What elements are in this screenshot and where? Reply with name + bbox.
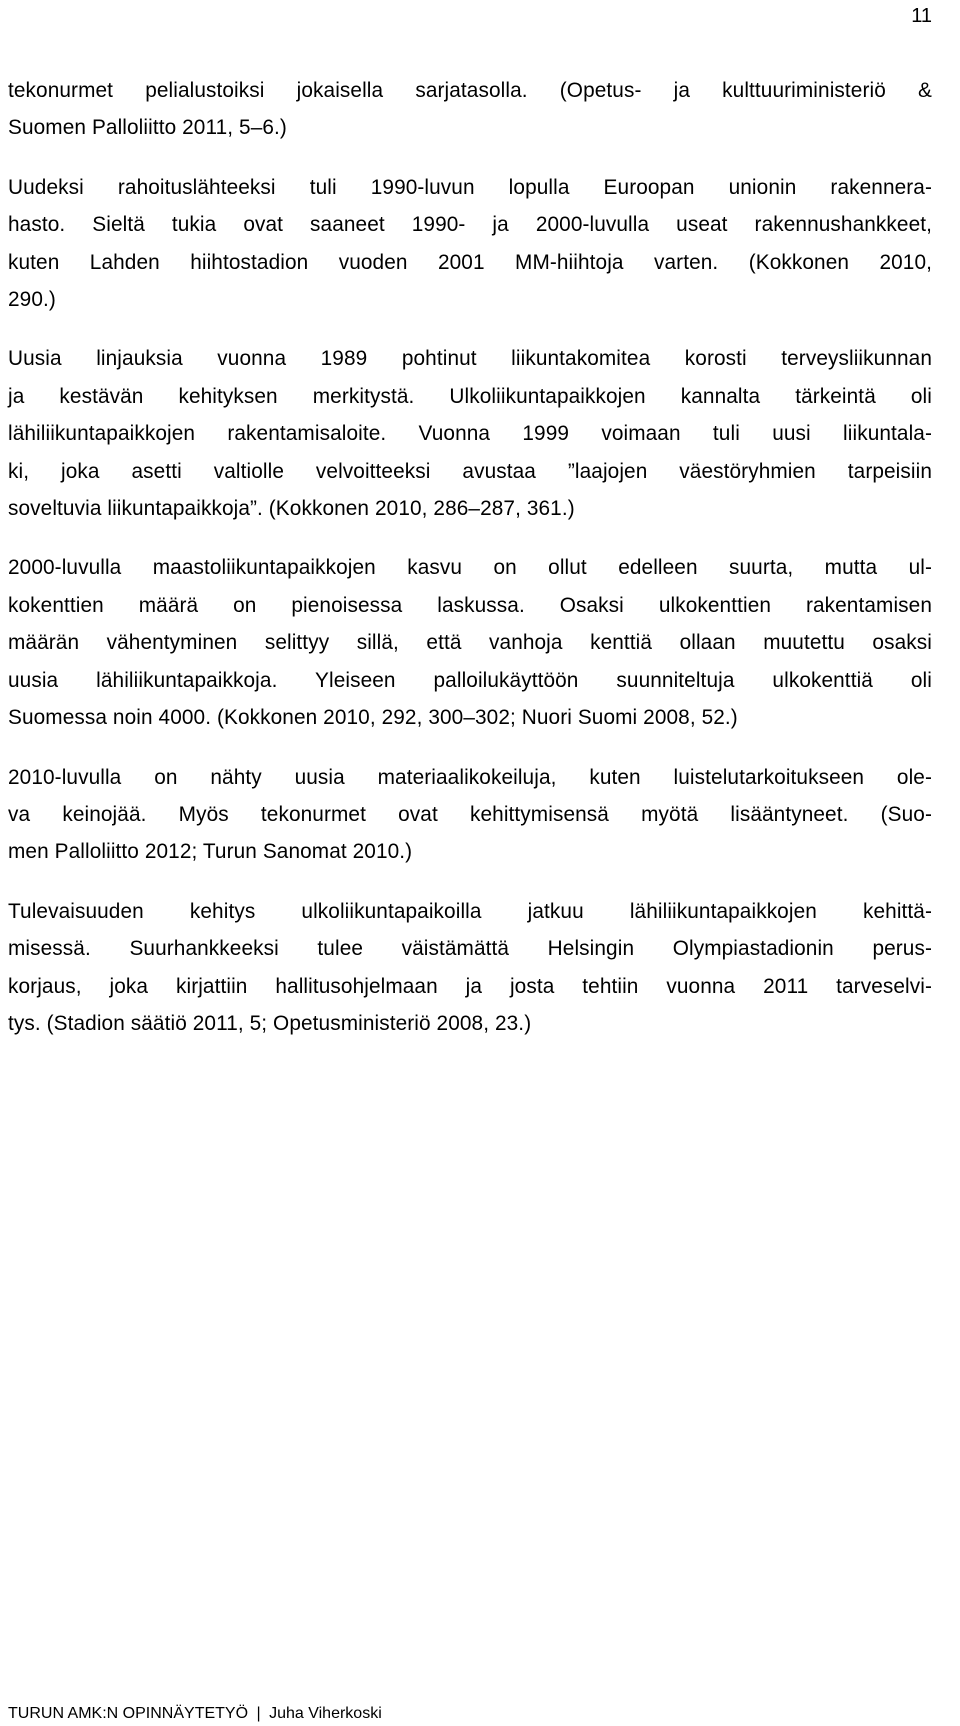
text-line: uusia lähiliikuntapaikkoja. Yleiseen palloilukäyttöön suunniteltuja ulkokenttiä oli [8, 668, 932, 692]
text-line: 2000-luvulla maastoliikuntapaikkojen kasvu on ollut edelleen suurta, mutta ul- [8, 556, 932, 580]
text-line: Suomessa noin 4000. (Kokkonen 2010, 292, 300–302; Nuori Suomi 2008, 52.) [8, 706, 738, 730]
page-number: 11 [911, 5, 932, 27]
paragraph-1 [8, 72, 932, 147]
text-line: tekonurmet pelialustoiksi jokaisella sarjatasolla. (Opetus- ja kulttuuriministeriö & [8, 79, 932, 102]
paragraph-4 [8, 549, 932, 736]
text-line: kokenttien määrä on pienoisessa laskussa. Osaksi ulkokenttien rakentamisen [8, 593, 932, 617]
text-line: hasto. Sieltä tukia ovat saaneet 1990- ja 2000-luvulla useat rakennushankkeet, [8, 213, 932, 237]
paragraph-3 [8, 340, 932, 527]
text-line: Uudeksi rahoituslähteeksi tuli 1990-luvun lopulla Euroopan unionin rakennera- [8, 175, 932, 199]
text-line: Tulevaisuuden kehitys ulkoliikuntapaikoilla jatkuu lähiliikuntapaikkojen kehittä- [8, 899, 932, 923]
footer-institution: TURUN AMK:N OPINNÄYTETYÖ [8, 1705, 249, 1722]
text-line: korjaus, joka kirjattiin hallitusohjelmaan ja josta tehtiin vuonna 2011 tarveselvi- [8, 974, 932, 998]
paragraph-5 [8, 759, 932, 871]
text-line: misessä. Suurhankkeeksi tulee väistämättä Helsingin Olympiastadionin perus- [8, 937, 932, 961]
page-footer [8, 1705, 382, 1723]
text-line: kuten Lahden hiihtostadion vuoden 2001 MM-hiihtoja varten. (Kokkonen 2010, [8, 250, 932, 274]
text-line: määrän vähentyminen selittyy sillä, että vanhoja kenttiä ollaan muutettu osaksi [8, 631, 932, 655]
footer-author: Juha Viherkoski [269, 1705, 382, 1722]
text-line: ja kestävän kehityksen merkitystä. Ulkoliikuntapaikkojen kannalta tärkeintä oli [8, 384, 932, 408]
text-line: Suomen Palloliitto 2011, 5–6.) [8, 116, 287, 140]
text-line: va keinojää. Myös tekonurmet ovat kehittymisensä myötä lisääntyneet. (Suo- [8, 802, 932, 826]
paragraph-6 [8, 893, 932, 1043]
text-line: soveltuvia liikuntapaikkoja”. (Kokkonen 2010, 286–287, 361.) [8, 497, 575, 521]
footer-separator: | [256, 1705, 261, 1722]
body-text [8, 72, 932, 1064]
text-line: ki, joka asetti valtiolle velvoitteeksi avustaa ”laajojen väestöryhmien tarpeisiin [8, 459, 932, 483]
text-line: lähiliikuntapaikkojen rakentamisaloite. Vuonna 1999 voimaan tuli uusi liikuntala- [8, 422, 932, 446]
text-line: 2010-luvulla on nähty uusia materiaalikokeiluja, kuten luistelutarkoitukseen ole- [8, 765, 932, 789]
text-line: men Palloliitto 2012; Turun Sanomat 2010.) [8, 840, 413, 864]
text-line: 290.) [8, 288, 56, 312]
text-line: tys. (Stadion säätiö 2011, 5; Opetusministeriö 2008, 23.) [8, 1011, 532, 1035]
text-line: Uusia linjauksia vuonna 1989 pohtinut liikuntakomitea korosti terveysliikunnan [8, 347, 932, 371]
paragraph-2 [8, 169, 932, 319]
